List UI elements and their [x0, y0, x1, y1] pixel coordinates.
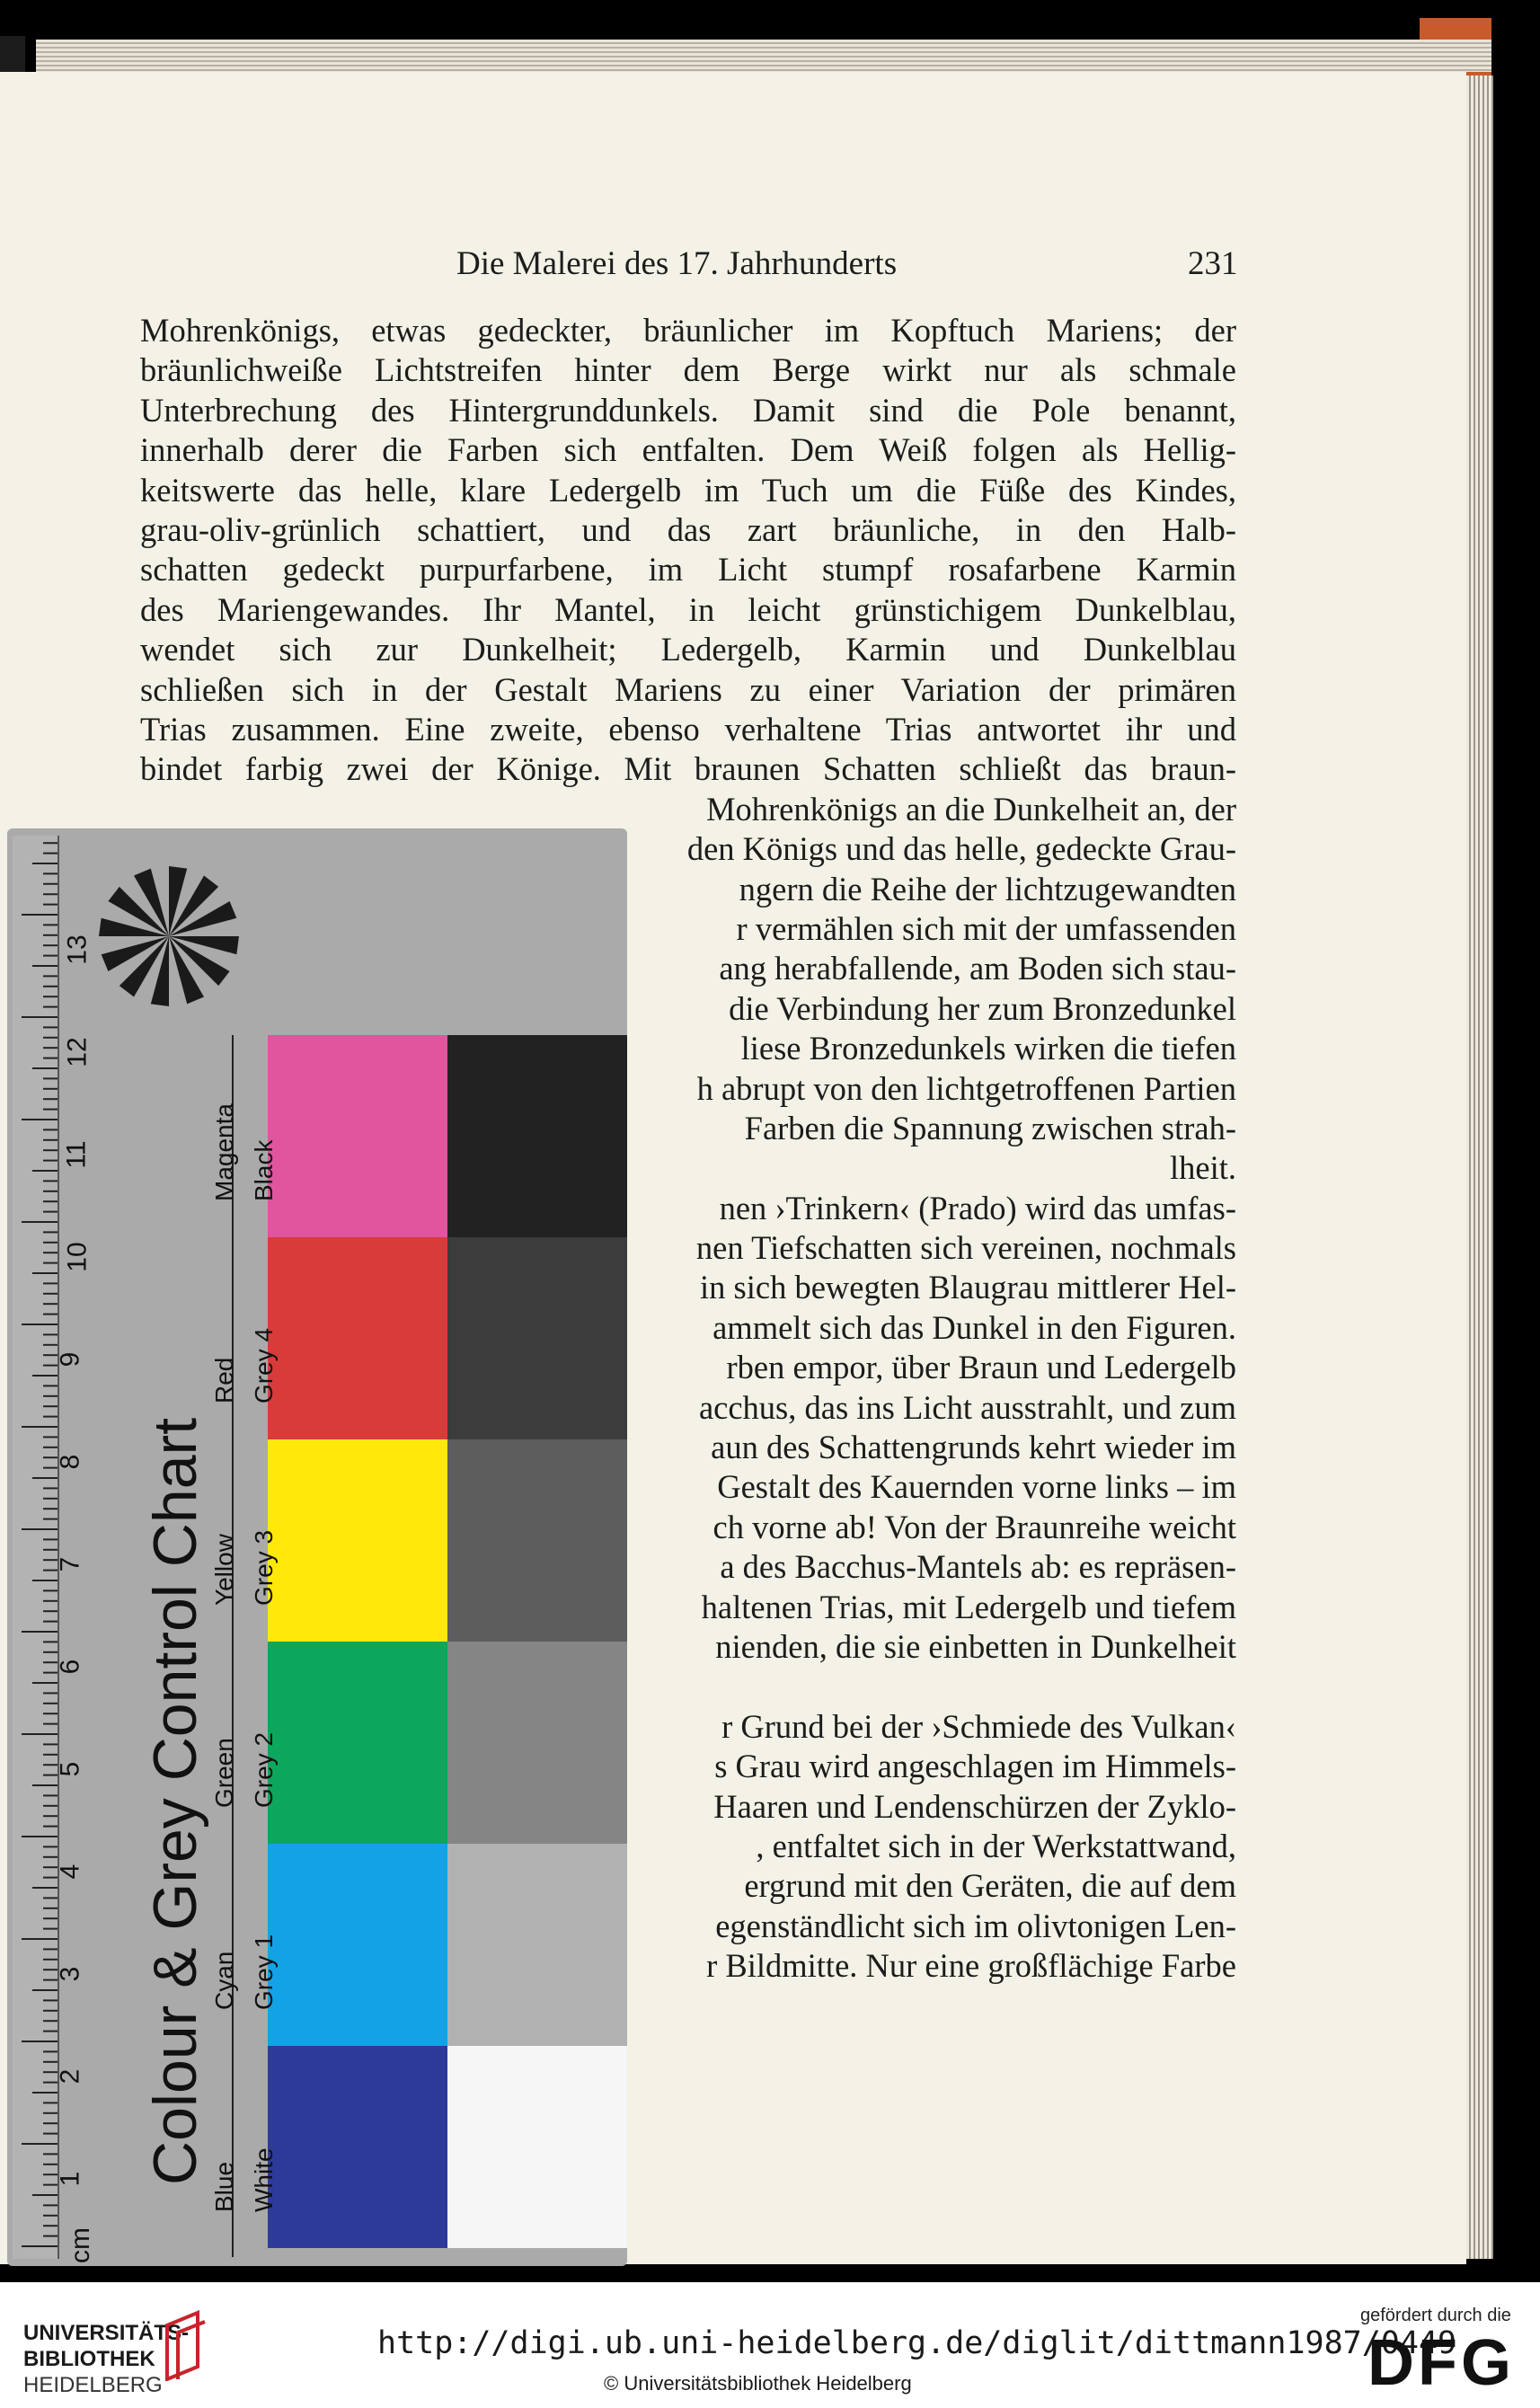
grey-patch — [447, 1844, 627, 2046]
color-patch-label: Cyan — [210, 1951, 238, 2010]
ruler-number: 2 — [55, 2068, 85, 2085]
grey-patch-label: Grey 3 — [250, 1529, 278, 1606]
text-line: Mohrenkönigs, etwas gedeckter, bräunlicher im Kopftuch Mariens; der — [140, 312, 1236, 349]
text-line-partial: ergrund mit den Geräten, die auf dem — [744, 1867, 1236, 1905]
text-line-partial: , entfaltet sich in der Werkstattwand, — [756, 1827, 1236, 1864]
ruler-number: 10 — [62, 1242, 93, 1272]
text-line-partial: nen Tiefschatten sich vereinen, nochmals — [695, 1229, 1236, 1267]
dfg-logo: DFG — [1367, 2327, 1515, 2399]
text-line-partial: nienden, die sie einbetten in Dunkelheit — [715, 1628, 1236, 1665]
text-line-partial: lheit. — [1170, 1149, 1236, 1187]
text-line-partial: s Grau wird angeschlagen im Himmels- — [714, 1748, 1236, 1785]
color-patch — [268, 2046, 447, 2248]
text-line: bräunlichweiße Lichtstreifen hinter dem Berge wirkt nur als schmale — [140, 351, 1236, 389]
ruler-number: 9 — [55, 1351, 85, 1368]
library-line2: BIBLIOTHEK — [23, 2347, 155, 2371]
grey-patch-label: Grey 4 — [250, 1327, 278, 1403]
color-patch-label: Green — [210, 1738, 238, 1808]
text-line-partial: r Bildmitte. Nur eine großflächige Farbe — [706, 1947, 1236, 1985]
grey-patch-label: Grey 2 — [250, 1731, 278, 1808]
text-line-partial: Mohrenkönigs an die Dunkelheit an, der — [706, 790, 1236, 828]
text-line-partial: liese Bronzedunkels wirken die tiefen — [740, 1030, 1236, 1067]
text-line-partial: ch vorne ab! Von der Braunreihe weicht — [712, 1508, 1236, 1545]
ruler-number: 3 — [55, 1966, 85, 1982]
book-top-edge — [36, 40, 1491, 72]
grey-patch-label: Grey 1 — [250, 1934, 278, 2010]
text-line-partial: Haaren und Lendenschürzen der Zyklo- — [713, 1787, 1236, 1825]
text-line: Trias zusammen. Eine zweite, ebenso verhaltene Trias antwortet ihr und — [140, 710, 1236, 748]
color-patch — [268, 1642, 447, 1844]
color-patch — [268, 1035, 447, 1237]
text-line-partial: ang herabfallende, am Boden sich stau- — [719, 950, 1236, 987]
grey-patch — [447, 1642, 627, 1844]
color-patch-label: Magenta — [210, 1103, 238, 1201]
ruler-number: 4 — [55, 1864, 85, 1880]
text-line: keitswerte das helle, klare Ledergelb im Tuch um die Füße des Kindes, — [140, 471, 1236, 509]
grey-patch-label: Black — [250, 1139, 278, 1201]
ruler-number: 11 — [61, 1140, 92, 1169]
text-line-partial: h abrupt von den lichtgetroffenen Partien — [696, 1069, 1236, 1107]
text-line-partial: den Königs und das helle, gedeckte Grau- — [686, 830, 1236, 868]
source-url[interactable]: http://digi.ub.uni-heidelberg.de/diglit/dittmann1987/0449 — [377, 2325, 1457, 2361]
text-line-partial: ngern die Reihe der lichtzugewandten — [739, 870, 1236, 907]
library-logo-icon — [158, 2309, 207, 2381]
ruler-number: 7 — [55, 1556, 85, 1572]
ruler-number: 6 — [55, 1659, 85, 1675]
text-line-partial: Gestalt des Kauernden vorne links – im — [717, 1468, 1236, 1506]
label-divider — [232, 1035, 234, 2257]
color-patch-label: Blue — [210, 2161, 238, 2212]
color-patch — [268, 1237, 447, 1439]
text-line-partial: aun des Schattengrunds kehrt wieder im — [711, 1429, 1236, 1466]
library-line1: UNIVERSITÄTS- — [23, 2321, 190, 2345]
running-title: Die Malerei des 17. Jahrhunderts — [456, 245, 898, 282]
text-line: bindet farbig zwei der Könige. Mit braunen Schatten schließt das braun- — [140, 750, 1236, 788]
color-patch-label: Yellow — [210, 1534, 238, 1606]
text-line-partial: nen ›Trinkern‹ (Prado) wird das umfas- — [719, 1189, 1236, 1226]
copyright: © Universitätsbibliothek Heidelberg — [604, 2372, 912, 2395]
color-patch — [268, 1844, 447, 2046]
text-line: schließen sich in der Gestalt Mariens zu einer Variation der primären — [140, 670, 1236, 708]
text-line-partial: acchus, das ins Licht ausstrahlt, und zum — [698, 1388, 1236, 1426]
text-line: des Mariengewandes. Ihr Mantel, in leicht grünstichigem Dunkelblau, — [140, 590, 1236, 628]
text-line: grau-oliv-grünlich schattiert, und das zart bräunliche, in den Halb- — [140, 510, 1236, 548]
page-stack-edge — [1466, 75, 1493, 2259]
text-line: innerhalb derer die Farben sich entfalten. Dem Weiß folgen als Hellig- — [140, 431, 1236, 469]
grey-patch — [447, 1237, 627, 1439]
ruler-number: 5 — [55, 1761, 85, 1777]
text-line-partial: a des Bacchus-Mantels ab: es repräsen- — [720, 1548, 1236, 1586]
ruler-number: 8 — [55, 1454, 85, 1470]
color-patch-label: Red — [210, 1357, 238, 1403]
text-line-partial: haltenen Trias, mit Ledergelb und tiefem — [701, 1588, 1236, 1625]
sunburst-icon — [97, 864, 241, 1008]
grey-patch-label: White — [250, 2147, 278, 2212]
text-line-partial: r Grund bei der ›Schmiede des Vulkan‹ — [721, 1707, 1236, 1745]
text-line-partial: rben empor, über Braun und Ledergelb — [726, 1349, 1236, 1386]
text-line: schatten gedeckt purpurfarbene, im Licht stumpf rosafarbene Karmin — [140, 551, 1236, 589]
chart-title: Colour & Grey Control Chart — [141, 1417, 209, 2185]
grey-patch — [447, 1035, 627, 1237]
footer — [0, 2282, 1540, 2408]
ruler-number: 13 — [62, 934, 93, 965]
color-patch — [268, 1439, 447, 1642]
text-line: Unterbrechung des Hintergrunddunkels. Damit sind die Pole benannt, — [140, 391, 1236, 429]
ruler-number: 1 — [55, 2171, 85, 2187]
ruler-unit: cm — [66, 2227, 95, 2263]
ruler-number: 12 — [62, 1037, 93, 1067]
ruler-ticks — [13, 836, 58, 2259]
text-line-partial: ammelt sich das Dunkel in den Figuren. — [712, 1308, 1236, 1346]
text-line-partial: die Verbindung her zum Bronzedunkel — [729, 989, 1236, 1027]
cm-ruler — [13, 836, 59, 2259]
funding-caption: gefördert durch die — [1360, 2306, 1511, 2325]
text-line-partial: in sich bewegten Blaugrau mittlerer Hel- — [700, 1269, 1236, 1306]
colour-control-chart — [7, 828, 627, 2266]
text-line-partial: r vermählen sich mit der umfassenden — [736, 909, 1236, 947]
library-line3: HEIDELBERG — [23, 2373, 163, 2397]
text-line-partial: Farben die Spannung zwischen strah- — [744, 1109, 1236, 1146]
page-number: 231 — [1188, 245, 1238, 282]
text-line: wendet sich zur Dunkelheit; Ledergelb, Karmin und Dunkelblau — [140, 631, 1236, 668]
text-line-partial: egenständlicht sich im olivtonigen Len- — [715, 1907, 1236, 1944]
grey-patch — [447, 1439, 627, 1642]
grey-patch — [447, 2046, 627, 2248]
